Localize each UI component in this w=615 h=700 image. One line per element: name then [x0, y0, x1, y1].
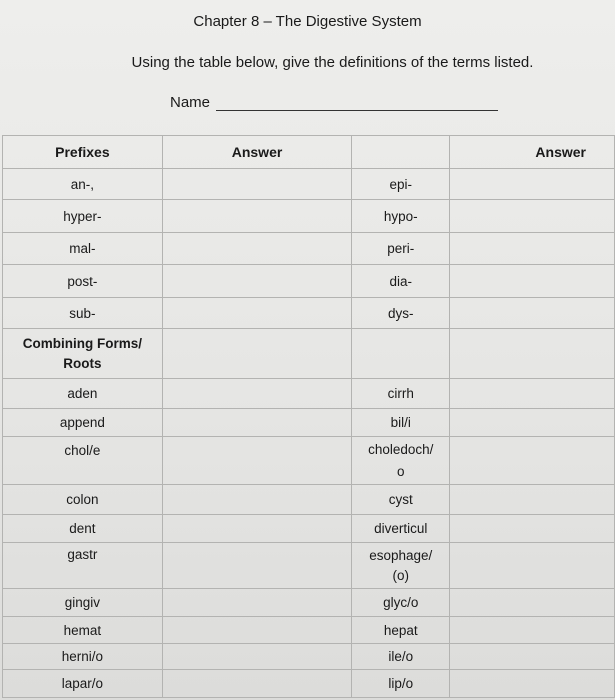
term-right: lip/o [352, 670, 450, 698]
answer-cell-left[interactable] [162, 437, 352, 485]
table-row [3, 670, 615, 698]
term-left: gingiv [3, 589, 163, 617]
section-label-line2: Roots [63, 355, 102, 371]
table-row [3, 617, 615, 644]
answer-cell-right[interactable] [450, 437, 615, 485]
answer-cell-right[interactable] [450, 409, 615, 437]
term-right: epi- [352, 169, 450, 200]
header-answer-2: Answer [450, 136, 615, 169]
answer-cell-left[interactable] [162, 670, 352, 698]
term-right-line2: o [397, 463, 405, 479]
terms-table [2, 135, 615, 698]
answer-cell-left[interactable] [162, 298, 352, 329]
term-left: chol/e [3, 437, 163, 485]
answer-cell-right[interactable] [450, 233, 615, 265]
term-left: lapar/o [3, 670, 163, 698]
table-row [3, 515, 615, 543]
term-left: sub- [3, 298, 163, 329]
table-row [3, 589, 615, 617]
answer-cell-right[interactable] [450, 169, 615, 200]
term-right: cyst [352, 485, 450, 515]
term-left: gastr [3, 543, 163, 589]
section-label-combining-forms [3, 329, 163, 379]
term-left: hyper- [3, 200, 163, 233]
answer-cell-right[interactable] [450, 515, 615, 543]
section-label-line1: Combining Forms/ [22, 335, 142, 351]
answer-cell-right[interactable] [450, 543, 615, 589]
term-left: colon [3, 485, 163, 515]
term-right-multiline [352, 437, 450, 485]
term-left: hemat [3, 617, 163, 644]
table-row [3, 409, 615, 437]
header-prefixes: Prefixes [3, 136, 163, 169]
term-right-line2: (o) [392, 567, 410, 583]
term-left: an-, [3, 169, 163, 200]
table-row [3, 485, 615, 515]
answer-cell-left[interactable] [162, 379, 352, 409]
table-header-row [3, 136, 615, 169]
table-row [3, 437, 615, 485]
table-row [3, 169, 615, 200]
term-left: dent [3, 515, 163, 543]
term-right: dia- [352, 265, 450, 298]
answer-cell-right[interactable] [450, 379, 615, 409]
table-row [3, 298, 615, 329]
table-row [3, 543, 615, 589]
section-header-row [3, 329, 615, 379]
answer-cell-right[interactable] [450, 200, 615, 233]
term-right-line1: esophage/ [369, 547, 433, 563]
term-right: ile/o [352, 644, 450, 670]
header-empty [352, 136, 450, 169]
answer-cell-left[interactable] [162, 233, 352, 265]
answer-cell-right[interactable] [450, 265, 615, 298]
empty-cell [162, 329, 352, 379]
answer-cell-left[interactable] [162, 265, 352, 298]
table-row [3, 200, 615, 233]
answer-cell-right[interactable] [450, 485, 615, 515]
answer-cell-left[interactable] [162, 409, 352, 437]
page-title: Chapter 8 – The Digestive System [193, 13, 422, 30]
name-label: Name [170, 94, 211, 111]
term-right: bil/i [352, 409, 450, 437]
term-left: mal- [3, 233, 163, 265]
term-right: dys- [352, 298, 450, 329]
term-left: append [3, 409, 163, 437]
answer-cell-left[interactable] [162, 617, 352, 644]
answer-cell-right[interactable] [450, 617, 615, 644]
term-right: glyc/o [352, 589, 450, 617]
instructions: Using the table below, give the definitions of the terms listed. [131, 54, 534, 71]
term-left: post- [3, 265, 163, 298]
table-row [3, 379, 615, 409]
answer-cell-left[interactable] [162, 589, 352, 617]
term-right-multiline [352, 543, 450, 589]
table-row [3, 233, 615, 265]
answer-cell-left[interactable] [162, 169, 352, 200]
header-answer-1: Answer [162, 136, 352, 169]
answer-cell-right[interactable] [450, 670, 615, 698]
empty-cell [450, 329, 615, 379]
answer-cell-left[interactable] [162, 485, 352, 515]
term-right-line1: choledoch/ [368, 441, 434, 457]
answer-cell-left[interactable] [162, 644, 352, 670]
empty-cell [352, 329, 450, 379]
answer-cell-right[interactable] [450, 644, 615, 670]
answer-cell-left[interactable] [162, 200, 352, 233]
term-right: cirrh [352, 379, 450, 409]
term-right: hepat [352, 617, 450, 644]
answer-cell-left[interactable] [162, 515, 352, 543]
term-right: diverticul [352, 515, 450, 543]
term-left: herni/o [3, 644, 163, 670]
table-row [3, 644, 615, 670]
answer-cell-right[interactable] [450, 589, 615, 617]
answer-cell-right[interactable] [450, 298, 615, 329]
name-field[interactable] [216, 110, 498, 111]
term-right: hypo- [352, 200, 450, 233]
term-right: peri- [352, 233, 450, 265]
term-left: aden [3, 379, 163, 409]
answer-cell-left[interactable] [162, 543, 352, 589]
table-row [3, 265, 615, 298]
